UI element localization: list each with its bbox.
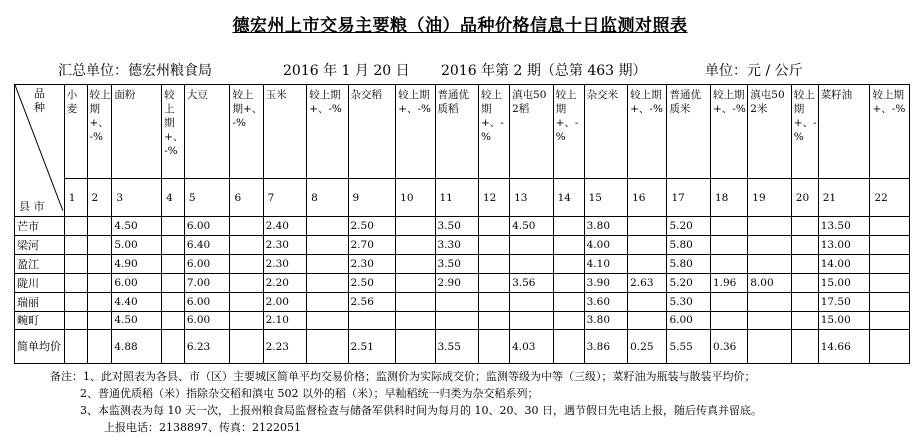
price-cell — [230, 292, 263, 311]
price-cell: 3.60 — [584, 292, 628, 311]
price-cell: 6.00 — [184, 254, 230, 273]
price-cell: 6.00 — [184, 292, 230, 311]
note-3: 3、本监测表为每 10 天一次，上报州粮食局监督检查与储备军供科时间为每月的 10、20、30 日，遇节假日先电话上报，随后传真并留底。 — [80, 404, 762, 417]
price-cell — [791, 254, 818, 273]
price-cell: 15.00 — [818, 273, 870, 292]
column-header-10: 较上期+、-% — [396, 85, 435, 179]
price-cell: 4.00 — [584, 236, 628, 255]
price-cell: 2.10 — [263, 311, 307, 330]
price-cell: 2.30 — [263, 236, 307, 255]
price-cell — [791, 273, 818, 292]
price-cell — [870, 330, 910, 364]
price-cell — [307, 254, 348, 273]
column-number-1: 1 — [64, 179, 87, 217]
price-cell — [479, 254, 510, 273]
price-cell: 2.50 — [348, 217, 396, 236]
price-cell — [553, 236, 584, 255]
price-cell: 2.51 — [348, 330, 396, 364]
price-cell — [87, 236, 112, 255]
price-cell — [479, 292, 510, 311]
price-cell — [479, 236, 510, 255]
price-cell — [230, 273, 263, 292]
price-cell — [162, 330, 185, 364]
price-cell: 7.00 — [184, 273, 230, 292]
price-cell: 15.00 — [818, 311, 870, 330]
price-cell — [64, 254, 87, 273]
price-cell: 4.90 — [112, 254, 162, 273]
column-number-10: 10 — [396, 179, 435, 217]
price-cell: 3.90 — [584, 273, 628, 292]
price-cell: 5.30 — [667, 292, 711, 311]
price-cell: 3.55 — [435, 330, 479, 364]
price-cell — [396, 311, 435, 330]
price-cell — [396, 273, 435, 292]
price-cell — [348, 311, 396, 330]
price-cell — [64, 273, 87, 292]
price-cell — [396, 292, 435, 311]
price-cell: 2.00 — [263, 292, 307, 311]
report-date: 2016 年 1 月 20 日 — [283, 63, 410, 79]
county-name: 盈江 — [15, 254, 65, 273]
price-cell: 2.20 — [263, 273, 307, 292]
price-cell — [87, 292, 112, 311]
price-cell — [435, 292, 479, 311]
price-cell: 5.55 — [667, 330, 711, 364]
price-cell — [553, 330, 584, 364]
price-cell — [307, 330, 348, 364]
price-cell — [87, 273, 112, 292]
price-cell — [748, 330, 792, 364]
price-cell: 4.40 — [112, 292, 162, 311]
corner-cell — [15, 85, 65, 217]
price-cell: 2.50 — [348, 273, 396, 292]
price-cell — [710, 292, 747, 311]
price-cell: 2.23 — [263, 330, 307, 364]
column-number-4: 4 — [162, 179, 185, 217]
price-cell: 3.50 — [435, 254, 479, 273]
price-cell: 4.88 — [112, 330, 162, 364]
price-cell — [870, 311, 910, 330]
price-cell — [230, 236, 263, 255]
price-cell: 0.36 — [710, 330, 747, 364]
column-number-13: 13 — [510, 179, 554, 217]
price-cell — [162, 311, 185, 330]
price-cell — [396, 236, 435, 255]
column-number-16: 16 — [628, 179, 667, 217]
price-cell: 3.86 — [584, 330, 628, 364]
column-number-22: 22 — [870, 179, 910, 217]
price-cell: 2.90 — [435, 273, 479, 292]
column-header-8: 较上期+、-% — [307, 85, 348, 179]
price-cell: 6.00 — [112, 273, 162, 292]
note-2: 2、普通优质稻（米）指除杂交稻和滇屯 502 以外的稻（米）；早籼稻统一归类为杂交稻系列； — [80, 387, 539, 400]
price-cell: 3.80 — [584, 311, 628, 330]
price-cell: 8.00 — [748, 273, 792, 292]
price-cell — [230, 254, 263, 273]
price-cell: 14.00 — [818, 254, 870, 273]
price-cell — [748, 236, 792, 255]
column-number-7: 7 — [263, 179, 307, 217]
price-cell: 4.50 — [112, 217, 162, 236]
price-cell — [396, 330, 435, 364]
table-row — [15, 273, 910, 292]
price-cell: 2.30 — [263, 254, 307, 273]
price-cell — [628, 236, 667, 255]
price-cell — [748, 292, 792, 311]
price-cell: 13.50 — [818, 217, 870, 236]
price-cell — [710, 311, 747, 330]
price-cell: 6.40 — [184, 236, 230, 255]
price-cell: 5.20 — [667, 217, 711, 236]
price-cell: 2.30 — [348, 254, 396, 273]
price-cell — [553, 311, 584, 330]
county-name: 梁河 — [15, 236, 65, 255]
county-name: 畹町 — [15, 311, 65, 330]
table-row — [15, 217, 910, 236]
note-1: 备注：1、此对照表为各县、市（区）主要城区简单平均交易价格；监测价为实际成交价；监测等级为中等（三级）；菜籽油为瓶装与散装平均价； — [50, 370, 756, 383]
price-cell — [479, 273, 510, 292]
price-cell — [162, 254, 185, 273]
price-cell — [510, 254, 554, 273]
price-cell: 5.00 — [112, 236, 162, 255]
column-header-9: 杂交稻 — [348, 85, 396, 179]
column-number-11: 11 — [435, 179, 479, 217]
note-contact: 上报电话：2138897、传真：2122051 — [104, 421, 301, 434]
price-cell — [479, 311, 510, 330]
table-row — [15, 292, 910, 311]
price-cell — [748, 217, 792, 236]
price-cell — [396, 217, 435, 236]
price-cell: 14.66 — [818, 330, 870, 364]
price-cell — [710, 217, 747, 236]
price-cell: 2.56 — [348, 292, 396, 311]
price-cell — [479, 330, 510, 364]
price-cell: 17.50 — [818, 292, 870, 311]
price-cell — [710, 236, 747, 255]
price-cell: 5.80 — [667, 236, 711, 255]
column-number-20: 20 — [791, 179, 818, 217]
column-header-14: 较上期+、-% — [553, 85, 584, 179]
price-cell: 2.40 — [263, 217, 307, 236]
price-cell: 5.20 — [667, 273, 711, 292]
corner-variety-label: 品种 — [34, 87, 45, 114]
price-cell — [553, 273, 584, 292]
price-cell: 3.80 — [584, 217, 628, 236]
price-cell: 0.25 — [628, 330, 667, 364]
column-header-2: 较上期+、-% — [87, 85, 112, 179]
price-cell — [628, 292, 667, 311]
price-cell: 3.30 — [435, 236, 479, 255]
price-cell: 3.56 — [510, 273, 554, 292]
column-header-13: 滇屯502稻 — [510, 85, 554, 179]
price-cell — [87, 311, 112, 330]
column-header-19: 滇屯502米 — [748, 85, 792, 179]
column-header-11: 普通优质稻 — [435, 85, 479, 179]
column-number-15: 15 — [584, 179, 628, 217]
price-cell — [553, 217, 584, 236]
price-cell: 1.96 — [710, 273, 747, 292]
price-cell — [230, 217, 263, 236]
price-cell — [230, 330, 263, 364]
price-cell: 4.50 — [510, 217, 554, 236]
column-header-6: 较上期+、-% — [230, 85, 263, 179]
price-cell — [87, 217, 112, 236]
price-cell — [870, 217, 910, 236]
column-header-3: 面粉 — [112, 85, 162, 179]
price-cell — [64, 311, 87, 330]
column-header-7: 玉米 — [263, 85, 307, 179]
average-row — [15, 330, 910, 364]
price-cell: 6.00 — [184, 311, 230, 330]
price-unit: 单位：元 / 公斤 — [705, 63, 803, 79]
price-cell — [162, 217, 185, 236]
table-row — [15, 236, 910, 255]
price-cell — [870, 273, 910, 292]
price-cell: 4.10 — [584, 254, 628, 273]
price-cell — [64, 236, 87, 255]
price-cell — [64, 330, 87, 364]
header-row — [15, 85, 910, 179]
price-cell — [162, 292, 185, 311]
price-cell — [791, 217, 818, 236]
table-row — [15, 311, 910, 330]
price-cell: 5.80 — [667, 254, 711, 273]
price-cell — [307, 273, 348, 292]
column-header-1: 小麦 — [64, 85, 87, 179]
price-cell: 4.50 — [112, 311, 162, 330]
column-header-12: 较上期+、-% — [479, 85, 510, 179]
price-cell: 6.23 — [184, 330, 230, 364]
price-cell — [64, 292, 87, 311]
county-name: 瑞丽 — [15, 292, 65, 311]
price-cell — [748, 311, 792, 330]
column-header-21: 菜籽油 — [818, 85, 870, 179]
column-number-row — [15, 179, 910, 217]
price-cell: 2.63 — [628, 273, 667, 292]
price-cell: 13.00 — [818, 236, 870, 255]
column-number-12: 12 — [479, 179, 510, 217]
column-header-15: 杂交米 — [584, 85, 628, 179]
column-number-5: 5 — [184, 179, 230, 217]
county-name: 简单均价 — [15, 330, 65, 364]
column-number-6: 6 — [230, 179, 263, 217]
price-cell — [307, 236, 348, 255]
notes — [50, 368, 762, 436]
price-cell: 6.00 — [184, 217, 230, 236]
price-cell — [510, 292, 554, 311]
county-name: 芒市 — [15, 217, 65, 236]
column-header-17: 普通优质米 — [667, 85, 711, 179]
table-row — [15, 254, 910, 273]
column-number-17: 17 — [667, 179, 711, 217]
price-cell — [791, 330, 818, 364]
price-cell — [87, 330, 112, 364]
report-title: 德宏州上市交易主要粮（油）品种价格信息十日监测对照表 — [232, 16, 688, 36]
price-cell — [628, 311, 667, 330]
column-number-21: 21 — [818, 179, 870, 217]
column-number-14: 14 — [553, 179, 584, 217]
column-header-18: 较上期+、-% — [710, 85, 747, 179]
price-cell — [396, 254, 435, 273]
price-cell — [307, 311, 348, 330]
price-cell — [307, 217, 348, 236]
report-period: 2016 年第 2 期（总第 463 期） — [441, 63, 647, 79]
price-cell — [710, 254, 747, 273]
column-header-22: 较上期+、-% — [870, 85, 910, 179]
price-cell — [791, 236, 818, 255]
column-number-2: 2 — [87, 179, 112, 217]
price-cell — [870, 236, 910, 255]
price-cell: 4.03 — [510, 330, 554, 364]
price-cell — [553, 292, 584, 311]
price-cell — [791, 311, 818, 330]
price-cell — [553, 254, 584, 273]
price-cell — [510, 311, 554, 330]
price-cell: 2.70 — [348, 236, 396, 255]
price-cell — [628, 254, 667, 273]
price-table — [14, 84, 910, 364]
county-name: 陇川 — [15, 273, 65, 292]
price-cell — [510, 236, 554, 255]
price-cell — [87, 254, 112, 273]
price-cell — [230, 311, 263, 330]
column-header-5: 大豆 — [184, 85, 230, 179]
column-header-16: 较上期+、-% — [628, 85, 667, 179]
price-cell — [628, 217, 667, 236]
reporting-unit: 汇总单位：德宏州粮食局 — [58, 63, 212, 79]
price-cell — [479, 217, 510, 236]
column-number-19: 19 — [748, 179, 792, 217]
price-cell — [162, 236, 185, 255]
column-number-18: 18 — [710, 179, 747, 217]
column-number-3: 3 — [112, 179, 162, 217]
price-cell — [307, 292, 348, 311]
price-cell — [791, 292, 818, 311]
column-number-9: 9 — [348, 179, 396, 217]
column-header-20: 较上期+、-% — [791, 85, 818, 179]
price-cell — [870, 292, 910, 311]
price-cell — [870, 254, 910, 273]
price-cell: 6.00 — [667, 311, 711, 330]
price-cell — [162, 273, 185, 292]
price-cell: 3.50 — [435, 217, 479, 236]
column-number-8: 8 — [307, 179, 348, 217]
corner-county-label: 县 市 — [19, 200, 45, 214]
price-cell — [748, 254, 792, 273]
price-cell — [435, 311, 479, 330]
column-header-4: 较上期+、-% — [162, 85, 185, 179]
price-cell — [64, 217, 87, 236]
